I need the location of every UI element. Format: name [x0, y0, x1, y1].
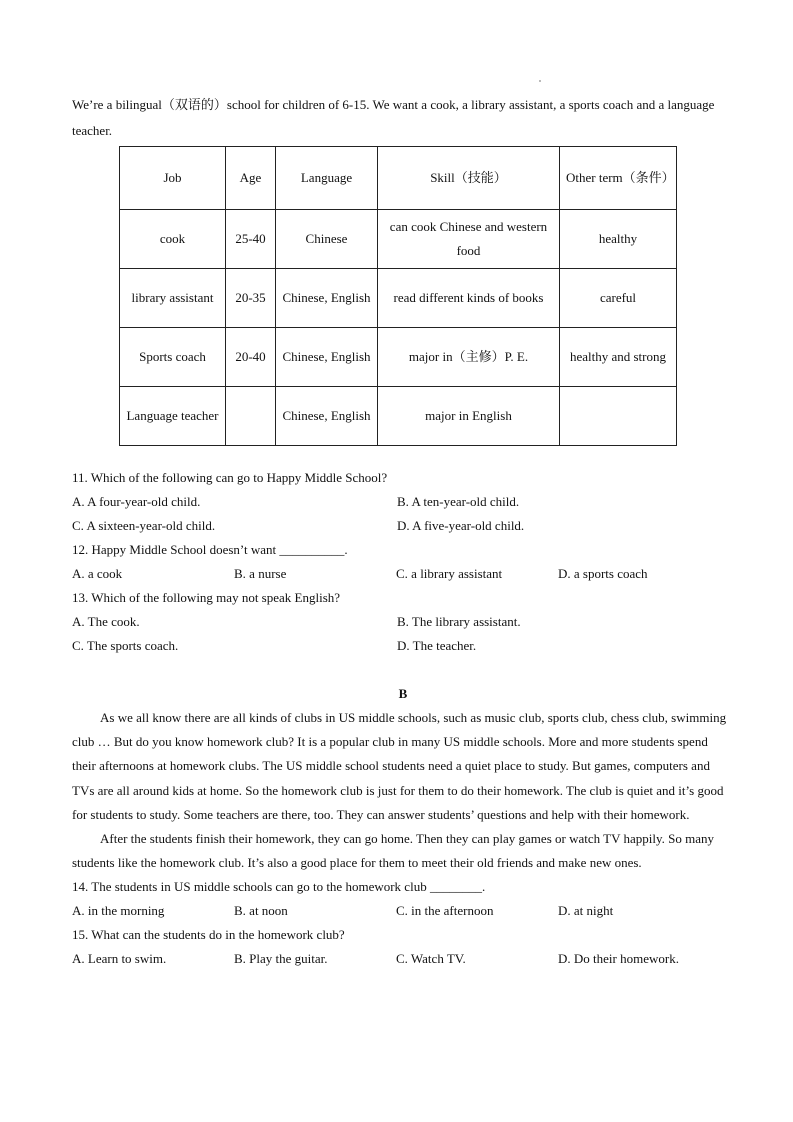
cell-skill: read different kinds of books [378, 269, 560, 328]
question-15 [72, 923, 732, 971]
header-age: Age [226, 147, 276, 210]
cell-skill: major in（主修）P. E. [378, 328, 560, 387]
cell-language: Chinese, English [276, 328, 378, 387]
cell-other-term: careful [560, 269, 677, 328]
option-c: C. The sports coach. [72, 638, 179, 653]
option-b: B. at noon [234, 903, 288, 919]
question-13 [72, 586, 732, 658]
option-b: B. The library assistant. [397, 614, 521, 629]
question-stem: 13. Which of the following may not speak English? [72, 590, 341, 605]
question-stem: 12. Happy Middle School doesn’t want __________. [72, 542, 348, 557]
cell-age: 20-35 [226, 269, 276, 328]
cell-other-term [560, 387, 677, 446]
question-12 [72, 538, 732, 586]
option-a: A. A four-year-old child. [72, 494, 201, 509]
option-a: A. a cook [72, 566, 123, 581]
stray-dot [539, 80, 541, 82]
option-c: C. a library assistant [396, 566, 503, 581]
passage-paragraph-1: As we all know there are all kinds of clubs in US middle schools, such as music club, sports club, chess club, swimming club … But do you know homework club? It is a popular club in many US middle schools. More and more students spend their afternoons at homework clubs. The US middle school students need a quiet place to study. But games, computers and TVs are all around kids at home. So the homework club is just for them to do their homework. The club is quiet and it’s good for students to study. Some teachers are there, too. They can answer students’ questions and help with their homework. [72, 710, 727, 822]
option-a: A. The cook. [72, 614, 140, 629]
option-b: B. Play the guitar. [234, 951, 328, 967]
cell-skill: major in English [378, 387, 560, 446]
table-row [120, 210, 677, 269]
cell-age [226, 387, 276, 446]
option-b: B. a nurse [234, 566, 287, 581]
option-a: A. Learn to swim. [72, 951, 167, 967]
cell-language: Chinese, English [276, 269, 378, 328]
passage-paragraph-2: After the students finish their homework, they can go home. Then they can play games or watch TV happily. So many students like the homework club. It’s also a good place for them to meet their old friends and make new ones. [72, 831, 714, 871]
worksheet-page [72, 92, 732, 971]
option-d: D. The teacher. [397, 638, 477, 653]
table-row [120, 269, 677, 328]
cell-skill: can cook Chinese and western food [378, 210, 560, 269]
option-b: B. A ten-year-old child. [397, 494, 520, 509]
question-14 [72, 875, 732, 923]
option-d: D. at night [558, 903, 614, 919]
option-a: A. in the morning [72, 903, 165, 919]
section-b-title: B [398, 686, 408, 701]
header-language: Language [276, 147, 378, 210]
cell-language: Chinese, English [276, 387, 378, 446]
option-c: C. in the afternoon [396, 903, 494, 919]
cell-age: 25-40 [226, 210, 276, 269]
table-row [120, 387, 677, 446]
cell-age: 20-40 [226, 328, 276, 387]
cell-job: Language teacher [120, 387, 226, 446]
option-c: C. A sixteen-year-old child. [72, 518, 216, 533]
option-c: C. Watch TV. [396, 951, 466, 967]
table-row [120, 328, 677, 387]
header-job: Job [120, 147, 226, 210]
jobs-table [119, 146, 677, 446]
intro-text: We’re a bilingual（双语的）school for children of 6-15. We want a cook, a library assistant, a sports coach and a language teacher. [72, 97, 715, 138]
question-stem: 11. Which of the following can go to Happy Middle School? [72, 470, 388, 485]
cell-job: Sports coach [120, 328, 226, 387]
cell-job: library assistant [120, 269, 226, 328]
header-other-term: Other term（条件） [560, 147, 677, 210]
table-header-row [120, 147, 677, 210]
option-d: D. a sports coach [558, 566, 648, 581]
option-d: D. Do their homework. [558, 951, 679, 967]
question-stem: 15. What can the students do in the homework club? [72, 927, 345, 943]
option-d: D. A five-year-old child. [397, 518, 525, 533]
cell-other-term: healthy [560, 210, 677, 269]
header-skill: Skill（技能） [378, 147, 560, 210]
question-11 [72, 466, 732, 538]
cell-job: cook [120, 210, 226, 269]
cell-language: Chinese [276, 210, 378, 269]
question-stem: 14. The students in US middle schools can go to the homework club ________. [72, 879, 486, 895]
cell-other-term: healthy and strong [560, 328, 677, 387]
